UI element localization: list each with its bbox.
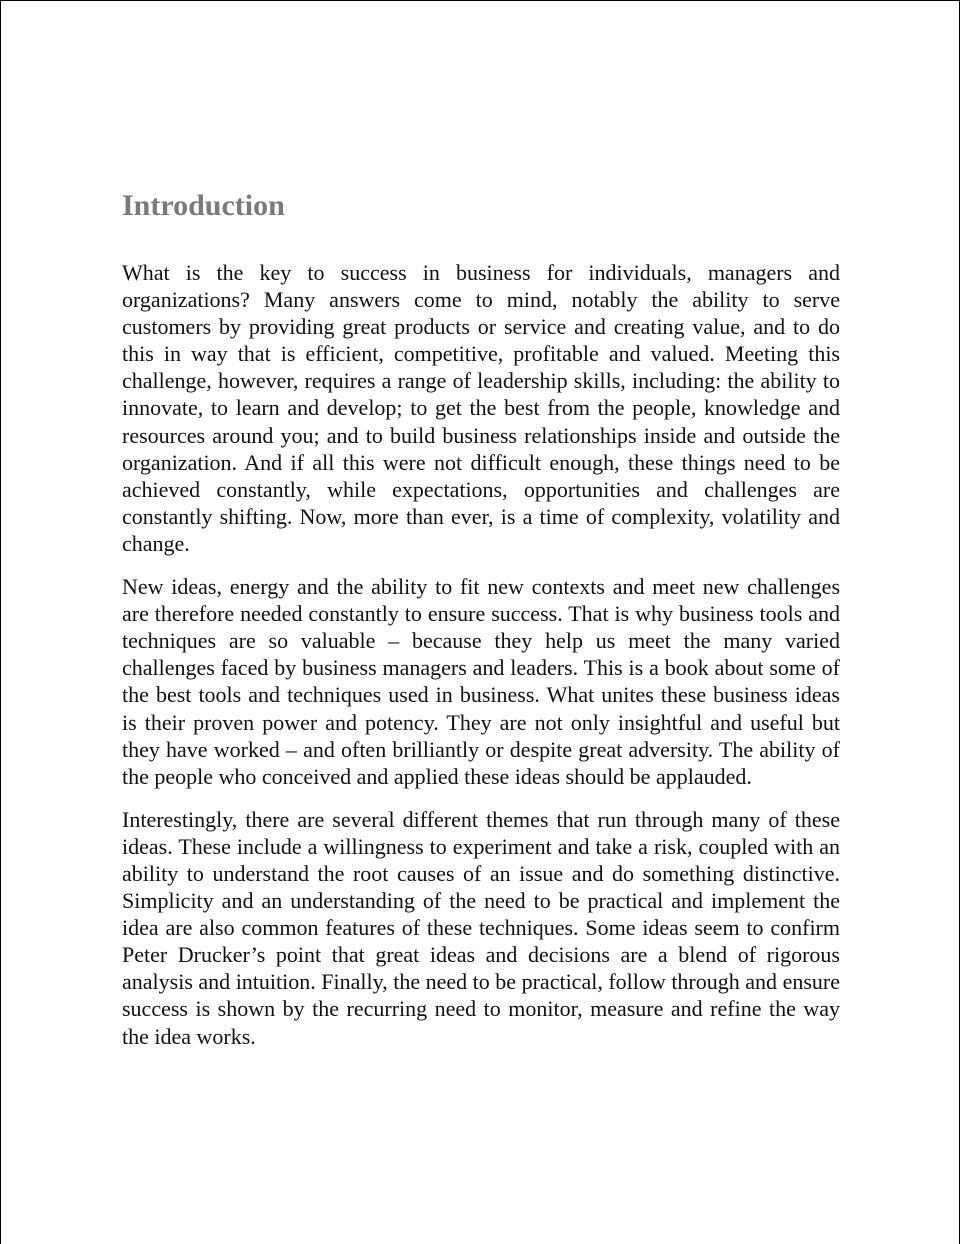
paragraph-3: Interestingly, there are several different themes that run through many of these ideas. These include a willingness to experiment and take a risk, coupled with an ability to understand the root causes of an issue and do something distinctive. Simplicity and an understanding of the need to be practical and implement the idea are also common features of these techniques. Some ideas seem to confirm Peter Drucker’s point that great ideas and decisions are a blend of rigorous analysis and intuition. Finally, the need to be practical, follow through and ensure success is shown by the recurring need to monitor, measure and refine the way the idea works.	[122, 806, 840, 1049]
page-title: Introduction	[122, 189, 285, 222]
paragraph-2: New ideas, energy and the ability to fit new contexts and meet new challenges are therefore needed constantly to ensure success. That is why business tools and techniques are so valuable – because they help us meet the many varied challenges faced by business managers and leaders. This is a book about some of the best tools and techniques used in business. What unites these business ideas is their proven power and potency. They are not only insightful and useful but they have worked – and often brilliantly or despite great adversity. The ability of the people who conceived and applied these ideas should be applauded.	[122, 574, 840, 789]
paragraph-1: What is the key to success in business for individuals, managers and organizations? Many answers come to mind, notably the ability to serve customers by providing great products or service and creating value, and to do this in way that is efficient, competitive, profitable and valued. Meeting this challenge, however, requires a range of leadership skills, including: the ability to innovate, to learn and develop; to get the best from the people, knowledge and resources around you; and to build business relationships inside and outside the organization. And if all this were not difficult enough, these things need to be achieved constantly, while expectations, opportunities and challenges are constantly shifting. Now, more than ever, is a time of complexity, volatility and change.	[122, 260, 840, 556]
body-text	[122, 259, 840, 1050]
page-content	[122, 186, 840, 1066]
